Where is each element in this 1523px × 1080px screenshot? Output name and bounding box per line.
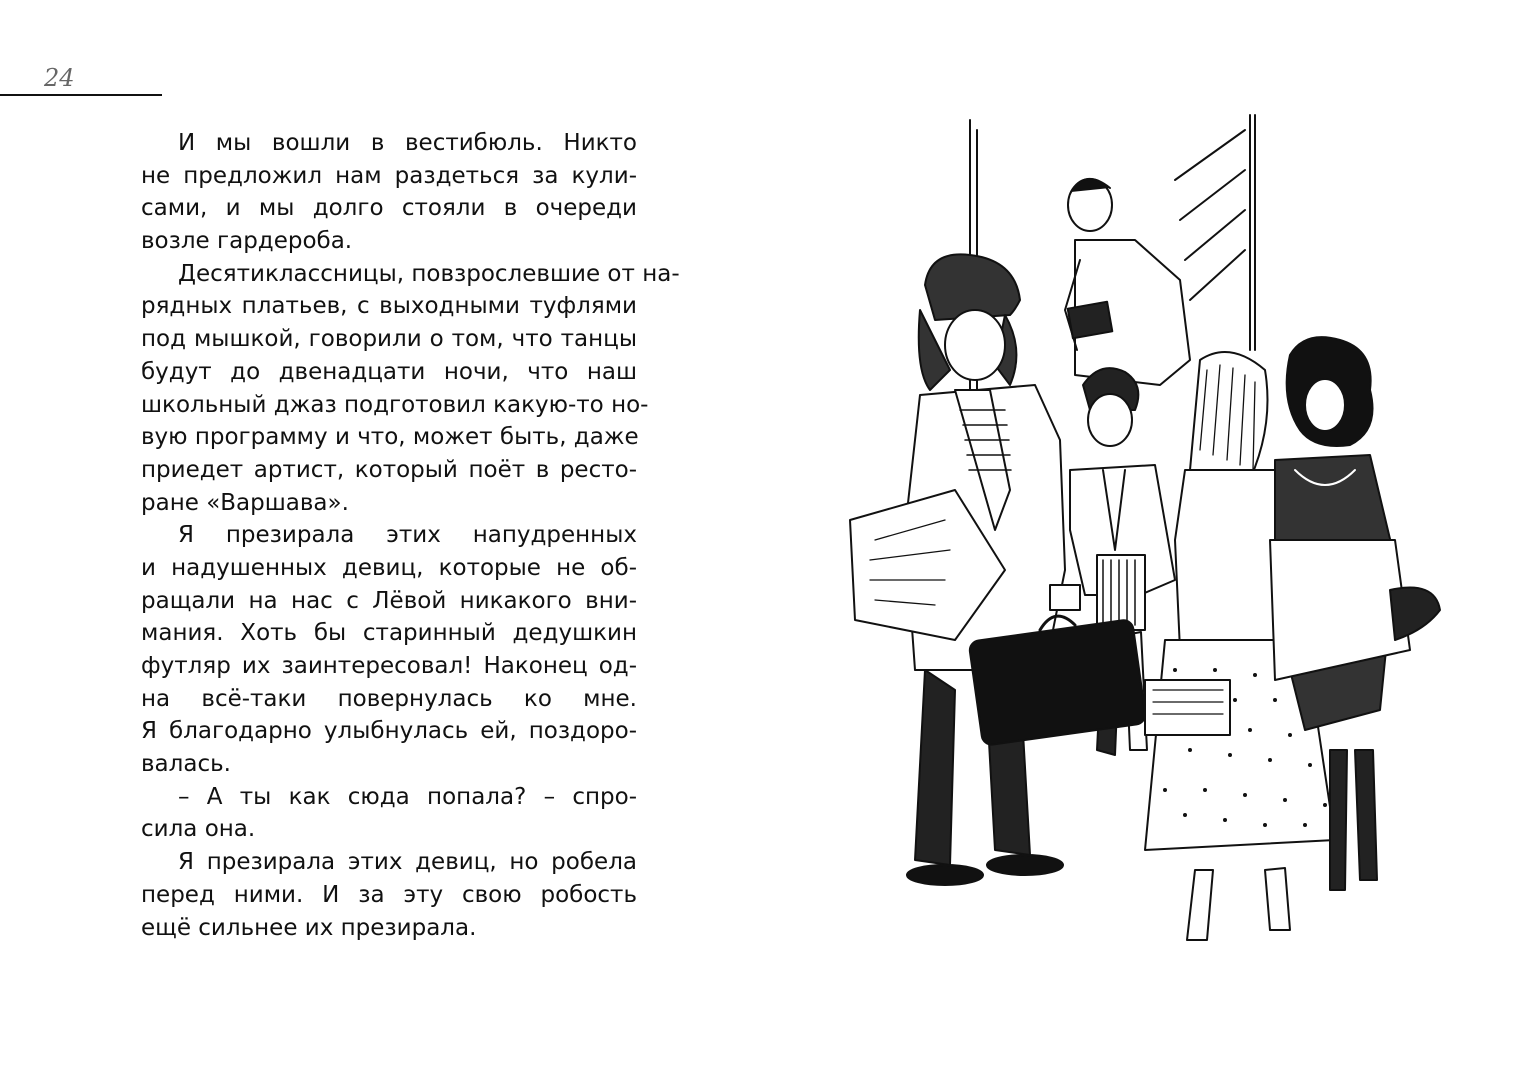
text-line: не предложил нам раздеться за кули- (141, 162, 637, 189)
text-line: сила она. (141, 816, 256, 843)
page-number-rule (0, 94, 162, 96)
text-line: Я презирала этих девиц, но робела (178, 849, 637, 876)
text-line: валась. (141, 751, 231, 778)
text-line: Я презирала этих напудренных (178, 522, 637, 549)
text-line: и надушенных девиц, которые не об- (141, 554, 637, 581)
page-number: 24 (44, 64, 75, 92)
text-line: под мышкой, говорили о том, что танцы (141, 326, 637, 353)
text-line: ране «Варшава». (141, 489, 349, 516)
woman-fur-hat (850, 254, 1065, 885)
text-line: рядных платьев, с выходными туфлями (141, 293, 637, 320)
text-line: ращали на нас с Лёвой никакого вни- (141, 587, 637, 614)
text-line: И мы вошли в вестибюль. Никто (178, 130, 637, 156)
people-in-lobby-illustration (835, 110, 1455, 980)
text-line: перед ними. И за эту свою робость (141, 881, 637, 908)
text-line: школьный джаз подготовил какую-то но- (141, 391, 649, 418)
text-line: приедет артист, который поёт в ресто- (141, 456, 637, 483)
text-line: ещё сильнее их презирала. (141, 914, 477, 941)
text-line: вую программу и что, может быть, даже (141, 424, 639, 451)
text-line: сами, и мы долго стояли в очереди (141, 195, 637, 222)
text-line: Я благодарно улыбнулась ей, поздоро- (141, 718, 637, 745)
text-line: будут до двенадцати ночи, что наш (141, 358, 637, 385)
text-line: мания. Хоть бы старинный дедушкин (141, 620, 637, 647)
text-line: футляр их заинтересовал! Наконец од- (141, 653, 637, 679)
man-figure (1065, 179, 1190, 385)
text-line: возле гардероба. (141, 228, 353, 255)
text-line: Десятиклассницы, повзрослевшие от на- (178, 260, 680, 287)
text-line: – А ты как сюда попала? – спро- (178, 783, 637, 810)
text-column (141, 127, 680, 944)
text-line: на всё-таки повернулась ко мне. (141, 685, 637, 712)
